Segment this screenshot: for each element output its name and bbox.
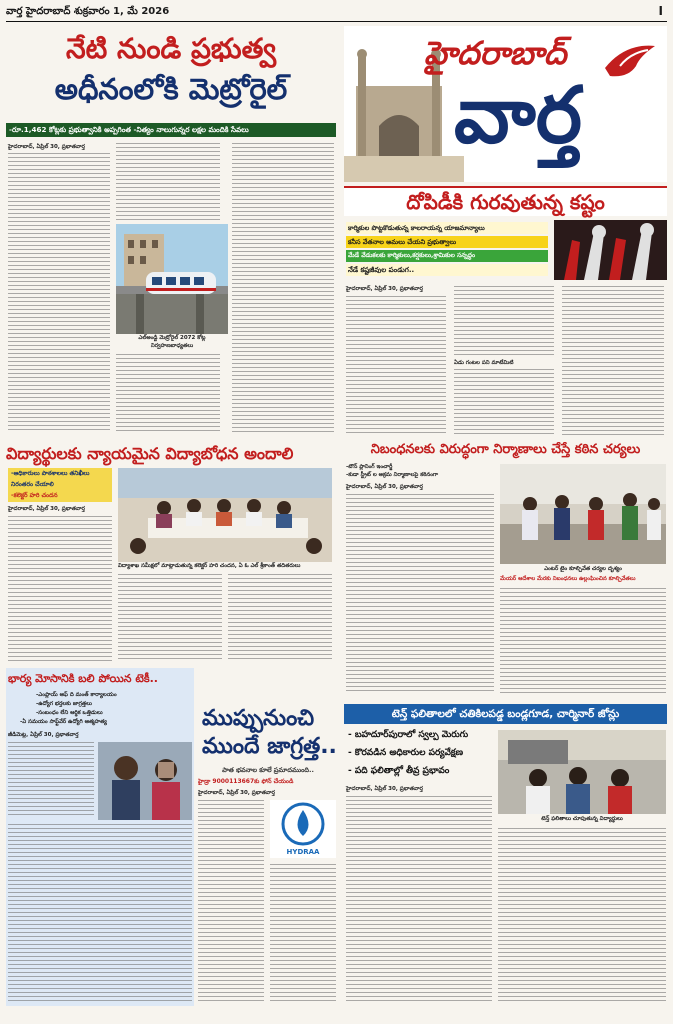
labour-text-col3	[562, 286, 664, 436]
hydraa-logo-text: HYDRAA	[286, 848, 320, 856]
page-marker: I	[658, 4, 663, 18]
demolition-deck-1: -టౌన్ ప్లానింగ్ ఇంచార్జీ	[346, 464, 393, 470]
metro-text-col2b	[116, 354, 220, 434]
labour-text-col2	[454, 286, 554, 358]
education-text-col3	[228, 574, 332, 662]
flood-text-col1	[198, 800, 264, 1004]
labour-sub-col-head: ఏడు గంటల పని మాటేమిటి	[454, 360, 514, 366]
education-text-col2	[118, 574, 222, 662]
wife-text-body	[8, 824, 192, 1002]
flood-dateline: హైదరాబాద్, ఏప్రిల్ 30, ప్రభాతవార్త	[198, 790, 275, 796]
wife-story	[6, 668, 194, 1006]
labour-line-2: కనీస వేతనాల అమలు చేయని ప్రభుత్వాలు	[346, 236, 548, 248]
flood-text-col2	[270, 864, 336, 1004]
education-deck-2: నిరంతరం చేయాలి	[11, 481, 54, 488]
labour-fists-graphic	[554, 220, 667, 280]
brand-name: వార్త	[454, 71, 582, 161]
tenth-point-1: - బహదూర్‌పురాలో స్వల్ప మెరుగు	[348, 730, 469, 740]
flood-story	[198, 704, 338, 1006]
tenth-text-col2	[498, 828, 666, 1002]
metro-photo-caption-2: నిర్వహణబాధ్యతలు	[150, 343, 194, 349]
metro-train-photo	[116, 224, 228, 334]
masthead	[6, 4, 667, 20]
metro-subhead: -రూ.1,462 కోట్లకు ప్రభుత్వానికి అప్పగింత -నిత్యం నాలుగున్నర లక్షల మందికి సేవలు	[6, 123, 336, 137]
dove-icon	[600, 38, 660, 88]
education-deck	[8, 468, 112, 502]
education-story	[6, 442, 336, 664]
labour-line-1: కార్మికుల పొట్టకొడుతున్న కాలరాయన్న యాజమాన్యాలు	[346, 222, 548, 234]
tenth-students-photo	[498, 730, 666, 814]
labour-headline: దోపిడీకి గురవుతున్న కష్టం	[344, 186, 667, 216]
demolition-text-col1	[346, 494, 494, 694]
brand-city: హైదరాబాద్	[424, 34, 567, 72]
wife-deck-1: -ఎంప్లాయ్ ఆఫ్ ది మంత్ కార్యాలయం	[36, 692, 117, 698]
wife-text-col1	[8, 742, 94, 818]
color-registration-strip	[6, 1012, 667, 1020]
education-deck-3: -కలెక్టర్ హరి చందన	[11, 492, 58, 499]
wife-deck-4: -ఏ సమయం సాఫ్ట్‌వేర్ ఉద్యోగి ఆత్మహత్య	[20, 719, 107, 725]
flood-phone: హైడ్రా 9000113667కు ఫోన్ చేయండి	[198, 778, 294, 785]
education-dateline: హైదరాబాద్, ఏప్రిల్ 30, ప్రభాతవార్త	[8, 506, 85, 512]
labour-text-col2b	[454, 369, 554, 436]
metro-text-col3	[232, 143, 334, 433]
education-headline: విద్యార్థులకు న్యాయమైన విద్యాబోధన అందాలి	[6, 444, 294, 463]
demolition-photo	[500, 464, 666, 564]
wife-deck-3: -సంబంధం లేని ఆర్థిక ఒత్తిడులు	[36, 710, 103, 716]
tenth-headline: టెన్త్ ఫలితాలలో చతికిలపడ్డ బండ్లగూడ, చార్మినార్ జోన్లు	[344, 704, 667, 724]
wife-couple-photo	[98, 742, 192, 820]
metro-story	[6, 26, 336, 438]
metro-headline-1: నేటి నుండి ప్రభుత్వ	[65, 32, 277, 65]
masthead-rule	[6, 21, 667, 22]
brand-block	[344, 26, 667, 182]
tenth-photo-caption: టెన్త్ ఫలితాలు చూపుతున్న విద్యార్థులు	[541, 816, 623, 822]
hydraa-logo	[270, 800, 336, 858]
labour-story	[344, 186, 667, 438]
education-deck-1: -ఆధికారులు పాఠశాలలు తనిఖీలు	[11, 470, 90, 477]
demolition-text-col2	[500, 588, 666, 694]
demolition-story	[344, 442, 667, 700]
flood-headline-2: ముందే జాగ్రత్త..	[202, 734, 337, 759]
labour-dateline: హైదరాబాద్, ఏప్రిల్ 30, ప్రభాతవార్త	[346, 286, 423, 292]
education-text-col1	[8, 516, 112, 662]
demolition-photo-caption: ఎంటర్ టైం కూల్చివేత చర్యల దృశ్యం	[544, 566, 622, 572]
wife-deck-2: -ఉద్యోగ భర్తలకు జాగ్రత్తలు	[36, 701, 92, 707]
demolition-headline: నిబంధనలకు విరుద్ధంగా నిర్మాణాలు చేస్తే కఠిన చర్యలు	[370, 442, 641, 457]
labour-line-4: నేడే కష్టజీవుల పండుగ..	[346, 264, 548, 276]
tenth-text-col1	[346, 796, 492, 1002]
education-meeting-photo	[118, 468, 332, 562]
demolition-dateline: హైదరాబాద్, ఏప్రిల్ 30, ప్రభాతవార్త	[346, 484, 423, 490]
tenth-point-2: - కొరవడిన అధికారుల పర్యవేక్షణ	[348, 748, 464, 758]
labour-line-3: మేడే వేడుకలకు కార్మికులు,కర్షకులు,శ్రామికుల సన్నద్ధం	[346, 250, 548, 262]
masthead-date: వార్త హైదరాబాద్ శుక్రవారం 1, మే 2026	[6, 6, 170, 17]
metro-text-col1	[8, 153, 110, 433]
metro-dateline: హైదరాబాద్, ఏప్రిల్ 30, ప్రభాతవార్త	[8, 144, 85, 150]
flood-headline-1: ముప్పునుంచి	[202, 706, 315, 731]
tenth-point-3: - పది ఫలితాల్లో తీవ్ర ప్రభావం	[348, 766, 450, 776]
demolition-deck-2: -కుడా స్ట్రీట్ ల అక్రమ నిర్మాణాలపై కఠినంగా	[346, 472, 439, 478]
metro-headline-2: అధీనంలోకి మెట్రోరైల్	[54, 72, 288, 106]
education-photo-caption: విద్యాశాఖ సమీక్షలో మాట్లాడుతున్న కలెక్టర్ హరి చందన, ఏ ఓ ఎల్ శ్రీకాంత్ తదితరులు	[118, 563, 301, 569]
wife-headline: భార్య మోసానికి బలి పోయిన టెకీ..	[8, 672, 158, 685]
demolition-sub-head: మేయర్ ఆదేశాల మేరకు నిబంధనలు ఉల్లంఘించిన కూల్చివేతలు	[500, 576, 636, 582]
tenth-dateline: హైదరాబాద్, ఏప్రిల్ 30, ప్రభాతవార్త	[346, 786, 423, 792]
wife-dateline: జీడిమెట్ల, ఏప్రిల్ 30, ప్రభాతవార్త	[8, 732, 79, 738]
flood-deck: పాత భవనాల కూలే ప్రమాదముంది..	[222, 766, 314, 774]
tenth-story	[344, 704, 667, 1006]
metro-text-col2	[116, 143, 220, 223]
metro-photo-caption: ఎల్అండ్టి మెట్రోరైల్ 2072 కోట్ల	[138, 335, 206, 341]
labour-text-col1	[346, 296, 446, 436]
